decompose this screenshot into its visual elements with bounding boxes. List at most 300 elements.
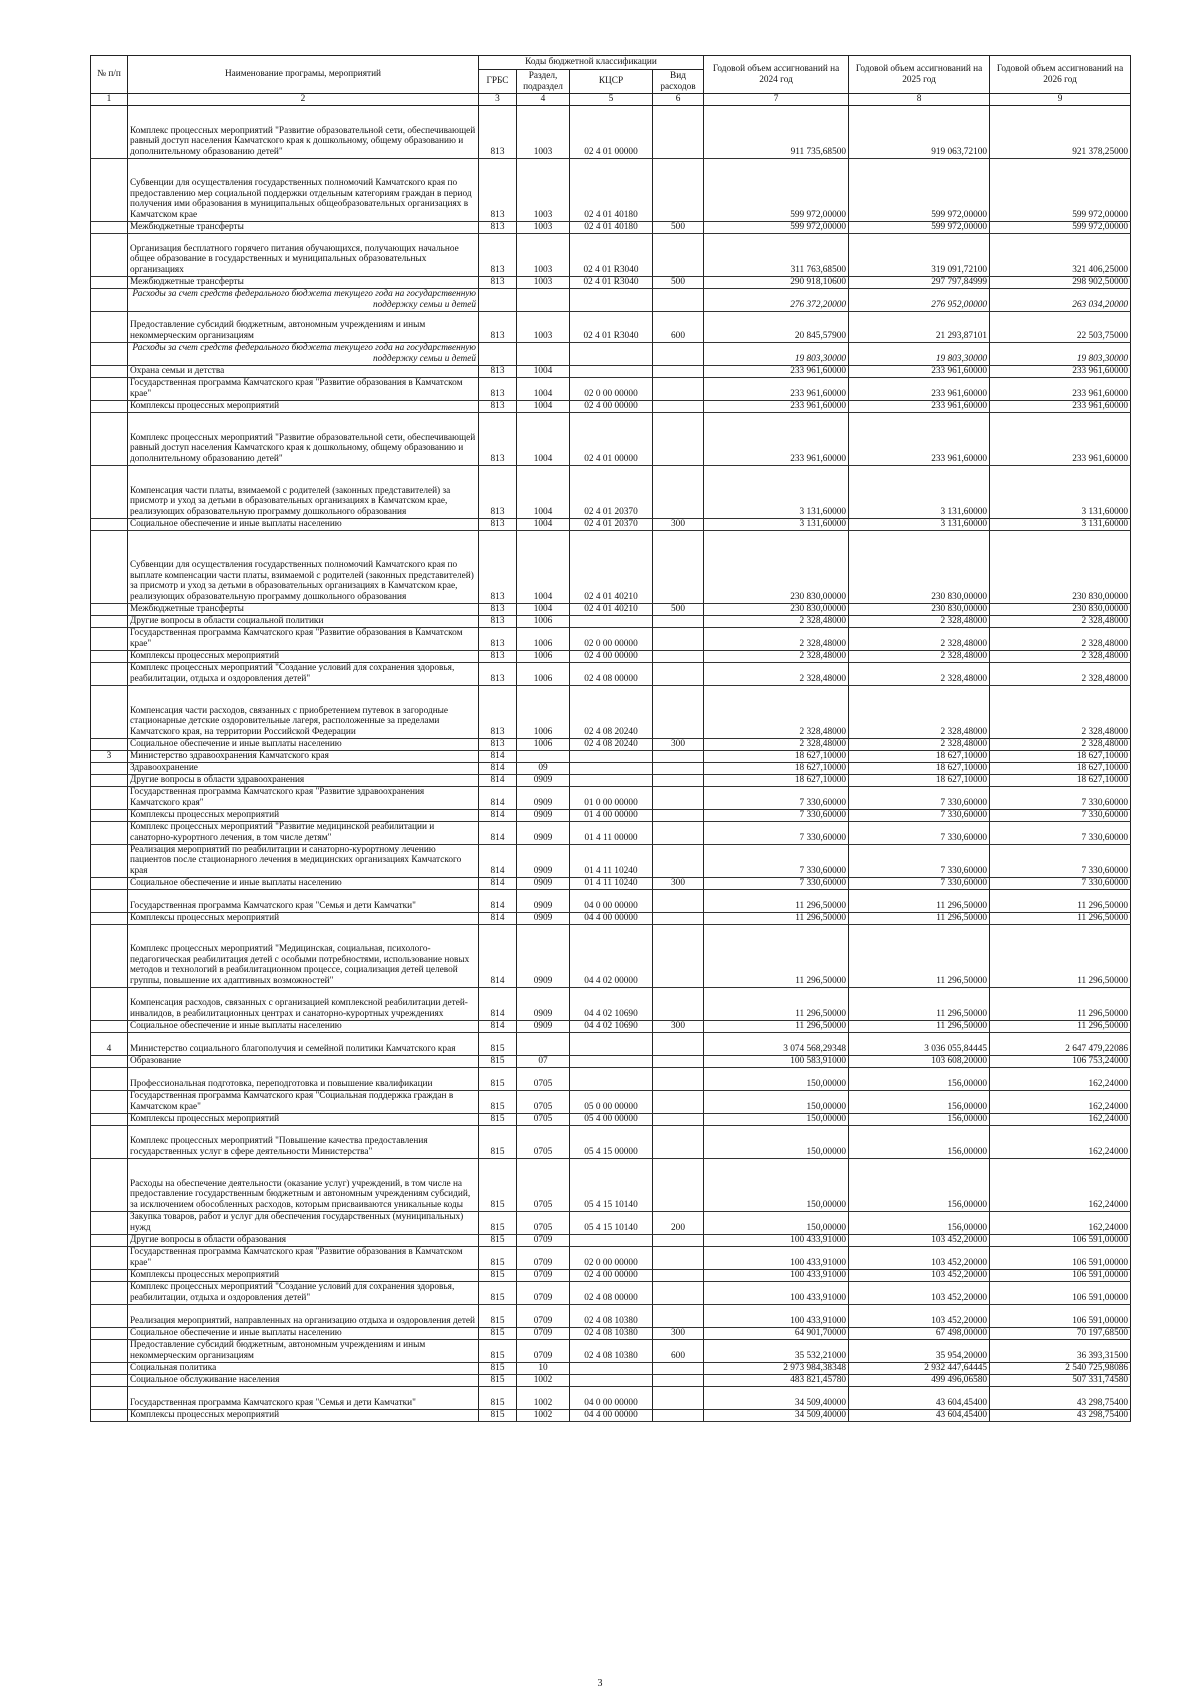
row-kcsr: 04 4 02 00000: [570, 924, 653, 987]
row-number: [91, 1246, 128, 1269]
row-amount-2026: 43 298,75400: [990, 1386, 1131, 1409]
row-vid: [653, 1055, 704, 1067]
row-kcsr: 02 4 00 00000: [570, 650, 653, 662]
row-grbs: 815: [479, 1304, 517, 1327]
row-amount-2026: 106 591,00000: [990, 1246, 1131, 1269]
row-name: Комплексы процессных мероприятий: [128, 1269, 479, 1281]
row-grbs: 815: [479, 1327, 517, 1339]
page-number: 3: [597, 1678, 603, 1689]
row-number: [91, 662, 128, 685]
row-razdel: 1004: [517, 518, 570, 530]
row-razdel: 1003: [517, 311, 570, 342]
row-name: Комплексы процессных мероприятий: [128, 1409, 479, 1421]
row-amount-2025: 233 961,60000: [849, 365, 990, 377]
row-number: [91, 774, 128, 786]
row-number: [91, 412, 128, 465]
row-amount-2026: 298 902,50000: [990, 276, 1131, 288]
row-amount-2025: 230 830,00000: [849, 603, 990, 615]
header-razdel: Раздел, подраздел: [517, 70, 570, 94]
row-amount-2026: 2 328,48000: [990, 738, 1131, 750]
row-amount-2026: 2 540 725,98086: [990, 1362, 1131, 1374]
row-vid: [653, 1234, 704, 1246]
row-kcsr: 02 4 01 40180: [570, 221, 653, 233]
row-razdel: 0909: [517, 889, 570, 912]
table-row: [91, 821, 1131, 844]
header-vid: Вид расходов: [653, 70, 704, 94]
row-amount-2025: 156,00000: [849, 1090, 990, 1113]
row-amount-2025: 7 330,60000: [849, 786, 990, 809]
column-number: 8: [849, 94, 990, 106]
row-vid: [653, 786, 704, 809]
row-amount-2024: 233 961,60000: [704, 412, 849, 465]
row-razdel: 0909: [517, 821, 570, 844]
row-vid: [653, 1067, 704, 1090]
row-grbs: 814: [479, 987, 517, 1020]
row-razdel: 0709: [517, 1304, 570, 1327]
table-row: [91, 1327, 1131, 1339]
row-amount-2024: 2 328,48000: [704, 627, 849, 650]
row-vid: 500: [653, 276, 704, 288]
row-vid: [653, 342, 704, 365]
row-razdel: 1004: [517, 365, 570, 377]
table-row: [91, 786, 1131, 809]
row-number: [91, 912, 128, 924]
row-name: Государственная программа Камчатского края "Развитие образования в Камчатском крае": [128, 377, 479, 400]
row-amount-2024: 311 763,68500: [704, 233, 849, 276]
row-razdel: 1006: [517, 662, 570, 685]
row-name: Другие вопросы в области образования: [128, 1234, 479, 1246]
row-kcsr: 02 4 01 R3040: [570, 276, 653, 288]
row-amount-2026: 106 753,24000: [990, 1055, 1131, 1067]
row-kcsr: [570, 1032, 653, 1055]
row-amount-2025: 3 131,60000: [849, 518, 990, 530]
row-grbs: 814: [479, 889, 517, 912]
table-row: [91, 809, 1131, 821]
row-amount-2026: 599 972,00000: [990, 158, 1131, 221]
row-grbs: 815: [479, 1113, 517, 1125]
row-vid: [653, 809, 704, 821]
row-name: Государственная программа Камчатского края "Развитие образования в Камчатском крае": [128, 1246, 479, 1269]
row-amount-2025: 11 296,50000: [849, 889, 990, 912]
table-row: [91, 1067, 1131, 1090]
row-amount-2026: 3 131,60000: [990, 465, 1131, 518]
row-amount-2026: 162,24000: [990, 1113, 1131, 1125]
row-vid: 300: [653, 738, 704, 750]
row-grbs: 815: [479, 1269, 517, 1281]
row-amount-2025: 7 330,60000: [849, 809, 990, 821]
row-name: Расходы на обеспечение деятельности (оказание услуг) учреждений, в том числе на предоставление государственным бюджетным и автономным учреждениям субсидий, за исключением обособленных расходов, которым присваиваются уникальные коды: [128, 1158, 479, 1211]
row-amount-2026: 43 298,75400: [990, 1409, 1131, 1421]
row-amount-2025: 233 961,60000: [849, 377, 990, 400]
row-name: Социальная политика: [128, 1362, 479, 1374]
row-amount-2024: 100 583,91000: [704, 1055, 849, 1067]
table-row: [91, 1211, 1131, 1234]
row-amount-2024: 100 433,91000: [704, 1269, 849, 1281]
row-amount-2024: 7 330,60000: [704, 786, 849, 809]
row-amount-2025: 35 954,20000: [849, 1339, 990, 1362]
table-row: [91, 465, 1131, 518]
row-grbs: 813: [479, 465, 517, 518]
row-grbs: 813: [479, 221, 517, 233]
row-amount-2024: 2 328,48000: [704, 685, 849, 738]
row-amount-2026: 11 296,50000: [990, 987, 1131, 1020]
row-grbs: 815: [479, 1055, 517, 1067]
row-vid: 300: [653, 1327, 704, 1339]
row-amount-2026: 7 330,60000: [990, 809, 1131, 821]
row-razdel: 0705: [517, 1090, 570, 1113]
row-number: [91, 877, 128, 889]
row-number: [91, 105, 128, 158]
row-razdel: 0709: [517, 1339, 570, 1362]
row-kcsr: 04 0 00 00000: [570, 1386, 653, 1409]
row-vid: [653, 1269, 704, 1281]
row-name: Государственная программа Камчатского края "Развитие здравоохранения Камчатского края": [128, 786, 479, 809]
table-row: [91, 412, 1131, 465]
row-amount-2025: 2 328,48000: [849, 650, 990, 662]
row-number: [91, 987, 128, 1020]
row-vid: 200: [653, 1211, 704, 1234]
row-grbs: 813: [479, 603, 517, 615]
column-number: 3: [479, 94, 517, 106]
row-amount-2025: 2 328,48000: [849, 738, 990, 750]
table-row: [91, 276, 1131, 288]
row-amount-2025: 919 063,72100: [849, 105, 990, 158]
row-vid: [653, 650, 704, 662]
row-number: [91, 1090, 128, 1113]
table-row: [91, 530, 1131, 603]
column-number: 5: [570, 94, 653, 106]
row-vid: [653, 889, 704, 912]
row-kcsr: 02 4 01 00000: [570, 412, 653, 465]
row-amount-2024: 2 328,48000: [704, 662, 849, 685]
row-amount-2026: 2 328,48000: [990, 627, 1131, 650]
row-name: Комплексы процессных мероприятий: [128, 1113, 479, 1125]
row-razdel: 1002: [517, 1409, 570, 1421]
row-amount-2026: 11 296,50000: [990, 889, 1131, 912]
row-grbs: 815: [479, 1386, 517, 1409]
table-row: [91, 1125, 1131, 1158]
row-amount-2024: 150,00000: [704, 1090, 849, 1113]
row-vid: 500: [653, 221, 704, 233]
column-number: 6: [653, 94, 704, 106]
row-amount-2026: 921 378,25000: [990, 105, 1131, 158]
row-amount-2024: 100 433,91000: [704, 1234, 849, 1246]
row-razdel: 1006: [517, 627, 570, 650]
row-grbs: 813: [479, 518, 517, 530]
row-name: Реализация мероприятий по реабилитации и санаторно-курортному лечению пациентов после стационарного лечения в медицинских организациях Камчатского края: [128, 844, 479, 877]
row-razdel: [517, 750, 570, 762]
row-kcsr: [570, 774, 653, 786]
budget-table: [90, 55, 1131, 1422]
row-vid: [653, 821, 704, 844]
table-row: [91, 1090, 1131, 1113]
row-name: Межбюджетные трансферты: [128, 603, 479, 615]
row-amount-2026: 106 591,00000: [990, 1304, 1131, 1327]
row-grbs: 815: [479, 1374, 517, 1386]
row-amount-2025: 19 803,30000: [849, 342, 990, 365]
row-vid: [653, 762, 704, 774]
row-razdel: 1002: [517, 1386, 570, 1409]
column-number: 7: [704, 94, 849, 106]
row-kcsr: 05 4 00 00000: [570, 1113, 653, 1125]
row-grbs: 815: [479, 1090, 517, 1113]
row-amount-2024: 599 972,00000: [704, 158, 849, 221]
row-amount-2024: 18 627,10000: [704, 762, 849, 774]
row-vid: [653, 774, 704, 786]
row-amount-2024: 3 131,60000: [704, 465, 849, 518]
table-row: [91, 627, 1131, 650]
table-row: [91, 1269, 1131, 1281]
row-kcsr: 02 4 08 20240: [570, 685, 653, 738]
row-amount-2025: 11 296,50000: [849, 987, 990, 1020]
row-kcsr: 04 4 00 00000: [570, 1409, 653, 1421]
header-2024: Годовой объем ассигнований на 2024 год: [704, 56, 849, 94]
row-kcsr: 04 0 00 00000: [570, 889, 653, 912]
row-amount-2024: 19 803,30000: [704, 342, 849, 365]
row-amount-2024: 34 509,40000: [704, 1386, 849, 1409]
row-name: Комплексы процессных мероприятий: [128, 650, 479, 662]
row-kcsr: [570, 1374, 653, 1386]
row-kcsr: 02 4 01 40210: [570, 603, 653, 615]
table-row: [91, 1113, 1131, 1125]
row-amount-2026: 18 627,10000: [990, 762, 1131, 774]
row-vid: [653, 1362, 704, 1374]
row-razdel: 1003: [517, 233, 570, 276]
row-vid: 300: [653, 518, 704, 530]
row-vid: [653, 627, 704, 650]
row-grbs: 814: [479, 924, 517, 987]
row-number: [91, 400, 128, 412]
row-name: Другие вопросы в области социальной политики: [128, 615, 479, 627]
row-vid: [653, 1113, 704, 1125]
row-amount-2026: 162,24000: [990, 1090, 1131, 1113]
row-name: Комплекс процессных мероприятий "Медицинская, социальная, психолого-педагогическая реабилитация детей с особыми потребностями, использование новых методов и технологий в реабилитационном процессе, социализация детей целевой группы, повышение их адаптивных возможностей": [128, 924, 479, 987]
row-amount-2024: 7 330,60000: [704, 821, 849, 844]
row-amount-2024: 230 830,00000: [704, 530, 849, 603]
row-grbs: 814: [479, 844, 517, 877]
row-vid: [653, 377, 704, 400]
table-row: [91, 1158, 1131, 1211]
row-vid: [653, 530, 704, 603]
row-razdel: 0709: [517, 1246, 570, 1269]
row-name: Социальное обеспечение и иные выплаты населению: [128, 518, 479, 530]
row-grbs: 813: [479, 627, 517, 650]
row-grbs: 813: [479, 615, 517, 627]
row-amount-2024: 100 433,91000: [704, 1246, 849, 1269]
row-kcsr: 05 4 15 10140: [570, 1211, 653, 1234]
row-amount-2025: 103 452,20000: [849, 1269, 990, 1281]
row-amount-2024: 35 532,21000: [704, 1339, 849, 1362]
row-amount-2025: 2 328,48000: [849, 627, 990, 650]
row-amount-2026: 70 197,68500: [990, 1327, 1131, 1339]
row-vid: [653, 412, 704, 465]
row-vid: [653, 844, 704, 877]
row-name: Субвенции для осуществления государственных полномочий Камчатского края по выплате компенсации части платы, взимаемой с родителей (законных представителей) за присмотр и уход за детьми в образовательных организациях в Камчатском крае, реализующих образовательную программу дошкольного образования: [128, 530, 479, 603]
row-amount-2024: 2 973 984,38348: [704, 1362, 849, 1374]
row-razdel: 1004: [517, 412, 570, 465]
table-row: [91, 750, 1131, 762]
row-razdel: 0709: [517, 1234, 570, 1246]
row-kcsr: 02 4 00 00000: [570, 400, 653, 412]
row-name: Профессиональная подготовка, переподготовка и повышение квалификации: [128, 1067, 479, 1090]
row-razdel: 1004: [517, 465, 570, 518]
row-razdel: 0909: [517, 786, 570, 809]
row-amount-2026: 507 331,74580: [990, 1374, 1131, 1386]
row-amount-2026: 263 034,20000: [990, 288, 1131, 311]
row-vid: 600: [653, 311, 704, 342]
table-row: [91, 1281, 1131, 1304]
row-number: [91, 1067, 128, 1090]
row-kcsr: 02 4 01 40210: [570, 530, 653, 603]
row-amount-2025: 7 330,60000: [849, 821, 990, 844]
row-amount-2025: 156,00000: [849, 1113, 990, 1125]
row-amount-2024: 7 330,60000: [704, 877, 849, 889]
row-name: Образование: [128, 1055, 479, 1067]
row-number: [91, 288, 128, 311]
row-grbs: 815: [479, 1067, 517, 1090]
row-razdel: 0709: [517, 1327, 570, 1339]
row-number: [91, 365, 128, 377]
table-row: [91, 1386, 1131, 1409]
row-razdel: 1004: [517, 377, 570, 400]
row-kcsr: 05 4 15 10140: [570, 1158, 653, 1211]
row-name: Другие вопросы в области здравоохранения: [128, 774, 479, 786]
row-number: [91, 615, 128, 627]
budget-page: [90, 55, 1130, 1422]
row-razdel: 0909: [517, 774, 570, 786]
row-amount-2026: 11 296,50000: [990, 912, 1131, 924]
table-row: [91, 1234, 1131, 1246]
row-vid: [653, 987, 704, 1020]
table-row: [91, 1020, 1131, 1032]
row-vid: [653, 1032, 704, 1055]
row-grbs: 815: [479, 1362, 517, 1374]
row-kcsr: 01 0 00 00000: [570, 786, 653, 809]
row-kcsr: [570, 750, 653, 762]
row-grbs: 815: [479, 1339, 517, 1362]
row-grbs: 815: [479, 1246, 517, 1269]
row-number: [91, 1055, 128, 1067]
row-kcsr: 02 4 08 10380: [570, 1327, 653, 1339]
row-number: [91, 311, 128, 342]
row-grbs: 813: [479, 365, 517, 377]
row-razdel: 1003: [517, 158, 570, 221]
table-row: [91, 158, 1131, 221]
row-name: Министерство здравоохранения Камчатского края: [128, 750, 479, 762]
row-amount-2024: 276 372,20000: [704, 288, 849, 311]
row-kcsr: 01 4 11 10240: [570, 844, 653, 877]
row-name: Закупка товаров, работ и услуг для обеспечения государственных (муниципальных) нужд: [128, 1211, 479, 1234]
row-razdel: 0705: [517, 1067, 570, 1090]
row-razdel: 09: [517, 762, 570, 774]
row-razdel: 1006: [517, 738, 570, 750]
row-grbs: [479, 342, 517, 365]
row-number: [91, 1281, 128, 1304]
row-amount-2025: 156,00000: [849, 1067, 990, 1090]
row-amount-2026: 22 503,75000: [990, 311, 1131, 342]
row-amount-2025: 18 627,10000: [849, 762, 990, 774]
table-row: [91, 889, 1131, 912]
table-row: [91, 1362, 1131, 1374]
row-amount-2024: 233 961,60000: [704, 400, 849, 412]
row-amount-2025: 2 328,48000: [849, 685, 990, 738]
row-amount-2024: 11 296,50000: [704, 924, 849, 987]
row-razdel: 1003: [517, 105, 570, 158]
row-vid: [653, 1125, 704, 1158]
row-amount-2026: 162,24000: [990, 1211, 1131, 1234]
row-razdel: 0909: [517, 987, 570, 1020]
row-name: Комплекс процессных мероприятий "Создание условий для сохранения здоровья, реабилитации, отдыха и оздоровления детей": [128, 1281, 479, 1304]
row-grbs: 813: [479, 311, 517, 342]
row-number: [91, 809, 128, 821]
table-row: [91, 518, 1131, 530]
row-kcsr: 02 4 08 10380: [570, 1339, 653, 1362]
row-amount-2025: 11 296,50000: [849, 1020, 990, 1032]
table-body: [91, 105, 1131, 1421]
row-vid: [653, 1304, 704, 1327]
row-grbs: 814: [479, 750, 517, 762]
row-amount-2026: 233 961,60000: [990, 412, 1131, 465]
row-amount-2024: 230 830,00000: [704, 603, 849, 615]
row-amount-2024: 233 961,60000: [704, 377, 849, 400]
row-name: Комплекс процессных мероприятий "Развитие медицинской реабилитации и санаторно-курортного лечения, в том числе детям": [128, 821, 479, 844]
row-amount-2026: 2 328,48000: [990, 685, 1131, 738]
row-grbs: 814: [479, 774, 517, 786]
row-number: [91, 1125, 128, 1158]
row-amount-2024: 11 296,50000: [704, 889, 849, 912]
row-number: [91, 762, 128, 774]
row-amount-2024: 11 296,50000: [704, 1020, 849, 1032]
row-grbs: 815: [479, 1032, 517, 1055]
row-kcsr: 01 4 11 00000: [570, 821, 653, 844]
row-razdel: 0709: [517, 1269, 570, 1281]
row-amount-2024: 2 328,48000: [704, 650, 849, 662]
row-amount-2026: 162,24000: [990, 1125, 1131, 1158]
row-grbs: 813: [479, 377, 517, 400]
row-amount-2026: 18 627,10000: [990, 774, 1131, 786]
row-amount-2025: 276 952,00000: [849, 288, 990, 311]
row-kcsr: 01 4 11 10240: [570, 877, 653, 889]
row-number: [91, 844, 128, 877]
table-row: [91, 685, 1131, 738]
row-grbs: 814: [479, 762, 517, 774]
row-grbs: 813: [479, 738, 517, 750]
row-grbs: 814: [479, 877, 517, 889]
row-razdel: 0909: [517, 912, 570, 924]
row-amount-2025: 319 091,72100: [849, 233, 990, 276]
row-amount-2024: 20 845,57900: [704, 311, 849, 342]
row-kcsr: 05 0 00 00000: [570, 1090, 653, 1113]
row-grbs: 815: [479, 1409, 517, 1421]
row-razdel: 0909: [517, 809, 570, 821]
row-kcsr: [570, 615, 653, 627]
row-kcsr: 02 4 08 00000: [570, 662, 653, 685]
row-name: Охрана семьи и детства: [128, 365, 479, 377]
row-amount-2026: 233 961,60000: [990, 365, 1131, 377]
row-amount-2024: 18 627,10000: [704, 750, 849, 762]
row-amount-2024: 3 074 568,29348: [704, 1032, 849, 1055]
column-number: 2: [128, 94, 479, 106]
row-razdel: 10: [517, 1362, 570, 1374]
row-kcsr: 02 0 00 00000: [570, 627, 653, 650]
row-number: [91, 158, 128, 221]
row-razdel: 07: [517, 1055, 570, 1067]
row-razdel: 1006: [517, 615, 570, 627]
table-row: [91, 105, 1131, 158]
row-amount-2025: 21 293,87101: [849, 311, 990, 342]
table-row: [91, 233, 1131, 276]
row-kcsr: 02 4 08 10380: [570, 1304, 653, 1327]
